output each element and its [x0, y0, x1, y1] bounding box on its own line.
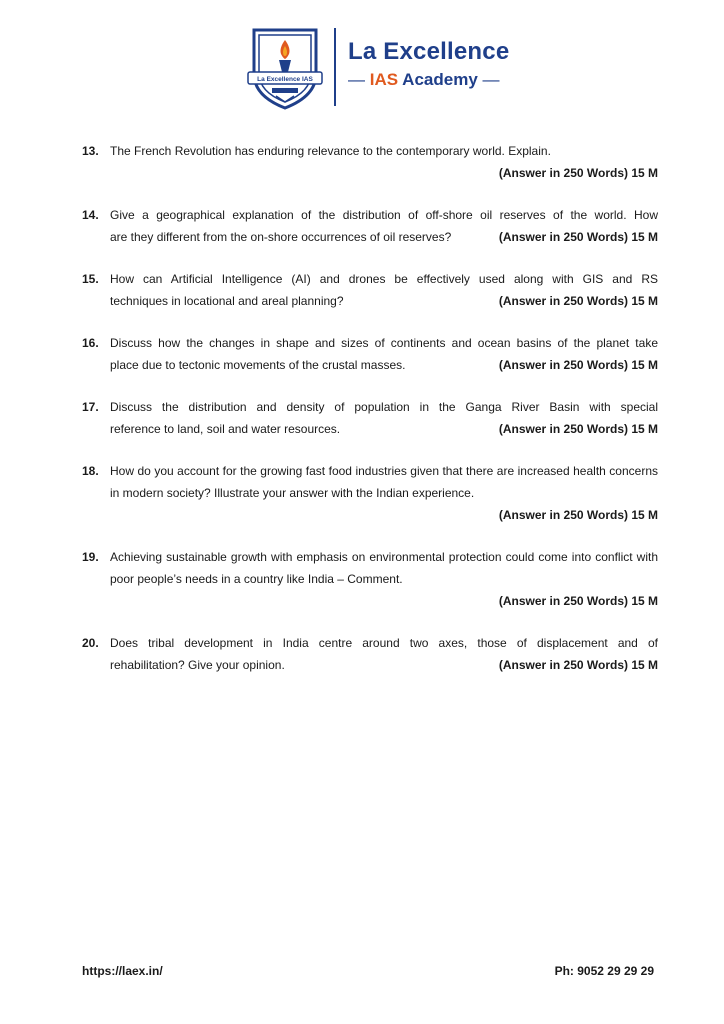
brand-sub-suffix: — — [482, 70, 500, 89]
question-marks: (Answer in 250 Words) 15 M — [498, 594, 658, 608]
question-marks: (Answer in 250 Words) 15 M — [498, 422, 658, 436]
question-marks: (Answer in 250 Words) 15 M — [498, 166, 658, 180]
brand-sub-prefix: — — [348, 70, 365, 89]
question-line-2: are they different from the on-shore occurrences of oil reserves? — [110, 230, 452, 244]
footer — [82, 964, 654, 978]
question-13 — [82, 140, 658, 184]
brand-sub-academy: Academy — [402, 70, 478, 89]
question-line-2-row — [110, 226, 658, 248]
question-marks: (Answer in 250 Words) 15 M — [498, 358, 658, 372]
question-19 — [82, 546, 658, 612]
footer-phone: Ph: 9052 29 29 29 — [554, 964, 654, 978]
question-marks: (Answer in 250 Words) 15 M — [498, 230, 658, 244]
question-number: 16. — [82, 336, 99, 350]
question-marks: (Answer in 250 Words) 15 M — [498, 294, 658, 308]
question-line-2: rehabilitation? Give your opinion. — [110, 658, 285, 672]
question-line-1: How can Artificial Intelligence (AI) and drones be effectively used along with GIS and RS — [110, 272, 658, 286]
question-line-1: Give a geographical explanation of the distribution of off-shore oil reserves of the world. How — [110, 208, 658, 222]
question-number: 19. — [82, 550, 99, 564]
question-line-1: Does tribal development in India centre around two axes, those of displacement and of — [110, 636, 658, 650]
question-17 — [82, 396, 658, 440]
question-number: 14. — [82, 208, 99, 222]
question-marks: (Answer in 250 Words) 15 M — [498, 658, 658, 672]
question-list — [82, 140, 658, 696]
question-line-2: techniques in locational and areal planning? — [110, 294, 344, 308]
question-number: 15. — [82, 272, 99, 286]
header — [244, 24, 512, 110]
brand-subtitle — [348, 70, 500, 90]
question-15 — [82, 268, 658, 312]
question-18 — [82, 460, 658, 526]
question-line-1: Discuss the distribution and density of population in the Ganga River Basin with special — [110, 400, 658, 414]
question-number: 17. — [82, 400, 99, 414]
question-line-2-row — [110, 418, 658, 440]
academy-logo-badge-icon — [246, 24, 324, 110]
question-text: Achieving sustainable growth with emphasis on environmental protection could come into conflict with poor people’s needs in a country like India – Comment. — [110, 550, 658, 586]
brand-sub-ias: IAS — [369, 70, 399, 89]
question-20 — [82, 632, 658, 676]
question-line-2-row — [110, 290, 658, 312]
question-line-2: place due to tectonic movements of the crustal masses. — [110, 358, 406, 372]
badge-text: La Excellence IAS — [257, 76, 313, 83]
question-number: 13. — [82, 144, 99, 158]
footer-website-link[interactable]: https://laex.in/ — [82, 964, 163, 978]
question-14 — [82, 204, 658, 248]
question-line-2-row — [110, 354, 658, 376]
question-line-2: reference to land, soil and water resources. — [110, 422, 341, 436]
question-marks: (Answer in 250 Words) 15 M — [498, 508, 658, 522]
question-line-2-row — [110, 654, 658, 676]
question-number: 18. — [82, 464, 99, 478]
question-number: 20. — [82, 636, 99, 650]
brand-name: La Excellence — [348, 38, 510, 65]
question-text: The French Revolution has enduring relevance to the contemporary world. Explain. — [110, 144, 551, 158]
question-16 — [82, 332, 658, 376]
header-divider — [334, 28, 336, 106]
question-line-1: Discuss how the changes in shape and sizes of continents and ocean basins of the planet take — [110, 336, 658, 350]
question-text: How do you account for the growing fast food industries given that there are increased health concerns in modern society? Illustrate your answer with the Indian experience. — [110, 464, 658, 500]
